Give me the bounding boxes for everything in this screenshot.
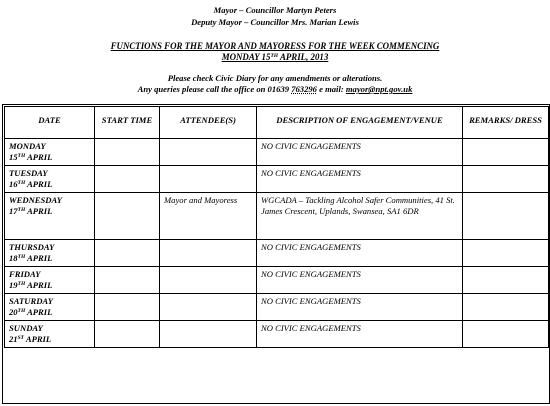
start-time-cell xyxy=(95,166,160,193)
contact-prefix: Any queries please call the office on 01639 xyxy=(137,84,292,94)
engagements-table xyxy=(4,106,549,348)
remarks-cell xyxy=(463,166,549,193)
table-row xyxy=(5,166,549,193)
mayor-line: Mayor – Councillor Martyn Peters xyxy=(213,5,337,15)
description-cell: WGCADA – Tackling Alcohol Safer Communities, 41 St. James Crescent, Uplands, Swansea, SA1 6DR xyxy=(257,193,463,240)
day-number: 18 xyxy=(9,252,18,263)
remarks-cell xyxy=(463,321,549,348)
column-header-attendees: ATTENDEE(S) xyxy=(160,107,257,139)
attendees-cell xyxy=(160,321,257,348)
week-suffix-sup: TH xyxy=(270,53,279,59)
date-cell xyxy=(5,321,95,348)
day-number: 15 xyxy=(9,151,18,162)
remarks-cell xyxy=(463,139,549,166)
day-ordinal: TH xyxy=(17,280,26,287)
description-cell: NO CIVIC ENGAGEMENTS xyxy=(257,294,463,321)
column-header-description: DESCRIPTION OF ENGAGEMENT/VENUE xyxy=(257,107,463,139)
month-name: APRIL xyxy=(25,252,53,263)
contact-mid: e mail: xyxy=(316,84,346,94)
day-number: 17 xyxy=(9,205,18,216)
day-number: 21 xyxy=(9,333,18,344)
attendees-cell xyxy=(160,294,257,321)
day-name: SUNDAY xyxy=(9,323,43,333)
attendees-cell xyxy=(160,166,257,193)
description-cell: NO CIVIC ENGAGEMENTS xyxy=(257,139,463,166)
attendees-cell xyxy=(160,240,257,267)
day-name: TUESDAY xyxy=(9,168,48,178)
description-cell: NO CIVIC ENGAGEMENTS xyxy=(257,321,463,348)
date-cell xyxy=(5,267,95,294)
table-row xyxy=(5,321,549,348)
day-ordinal: TH xyxy=(17,179,26,186)
contact-line xyxy=(0,84,550,94)
day-name: FRIDAY xyxy=(9,269,41,279)
day-name: SATURDAY xyxy=(9,296,53,306)
day-name: WEDNESDAY xyxy=(9,195,63,205)
day-ordinal: ST xyxy=(17,334,25,341)
week-prefix: MONDAY 15 xyxy=(221,52,271,62)
day-number: 16 xyxy=(9,178,18,189)
month-name: APRIL xyxy=(25,151,53,162)
day-ordinal: TH xyxy=(17,253,26,260)
table-row xyxy=(5,267,549,294)
day-ordinal: TH xyxy=(17,152,26,159)
day-name: THURSDAY xyxy=(9,242,55,252)
column-header-date: DATE xyxy=(5,107,95,139)
document-title: FUNCTIONS FOR THE MAYOR AND MAYORESS FOR THE WEEK COMMENCING xyxy=(110,41,440,51)
week-suffix: APRIL, 2013 xyxy=(278,52,329,62)
table-row xyxy=(5,139,549,166)
day-number: 19 xyxy=(9,279,18,290)
table-row xyxy=(5,193,549,240)
month-name: APRIL xyxy=(24,333,52,344)
day-ordinal: TH xyxy=(17,307,26,314)
attendees-cell xyxy=(160,267,257,294)
description-cell: NO CIVIC ENGAGEMENTS xyxy=(257,267,463,294)
week-commencing xyxy=(0,52,550,62)
start-time-cell xyxy=(95,240,160,267)
month-name: APRIL xyxy=(25,178,53,189)
date-cell xyxy=(5,139,95,166)
attendees-cell xyxy=(160,139,257,166)
month-name: APRIL xyxy=(25,306,53,317)
remarks-cell xyxy=(463,193,549,240)
column-header-start-time: START TIME xyxy=(95,107,160,139)
remarks-cell xyxy=(463,267,549,294)
start-time-cell xyxy=(95,193,160,240)
start-time-cell xyxy=(95,321,160,348)
month-name: APRIL xyxy=(25,205,53,216)
description-cell: NO CIVIC ENGAGEMENTS xyxy=(257,166,463,193)
table-body xyxy=(5,139,549,348)
date-cell xyxy=(5,166,95,193)
remarks-cell xyxy=(463,240,549,267)
table-row xyxy=(5,240,549,267)
description-cell: NO CIVIC ENGAGEMENTS xyxy=(257,240,463,267)
table-header-row xyxy=(5,107,549,139)
email-link[interactable]: mayor@npt.gov.uk xyxy=(345,84,413,94)
start-time-cell xyxy=(95,294,160,321)
remarks-cell xyxy=(463,294,549,321)
day-name: MONDAY xyxy=(9,141,46,151)
date-cell xyxy=(5,240,95,267)
amendments-notice: Please check Civic Diary for any amendments or alterations. xyxy=(167,73,383,83)
start-time-cell xyxy=(95,267,160,294)
phone-number[interactable]: 763296 xyxy=(291,84,317,94)
column-header-remarks: REMARKS/ DRESS xyxy=(463,107,549,139)
month-name: APRIL xyxy=(25,279,53,290)
date-cell xyxy=(5,193,95,240)
day-ordinal: TH xyxy=(17,206,26,213)
table-row xyxy=(5,294,549,321)
deputy-mayor-line: Deputy Mayor – Councillor Mrs. Marian Lewis xyxy=(191,17,359,27)
attendees-cell: Mayor and Mayoress xyxy=(160,193,257,240)
date-cell xyxy=(5,294,95,321)
start-time-cell xyxy=(95,139,160,166)
day-number: 20 xyxy=(9,306,18,317)
